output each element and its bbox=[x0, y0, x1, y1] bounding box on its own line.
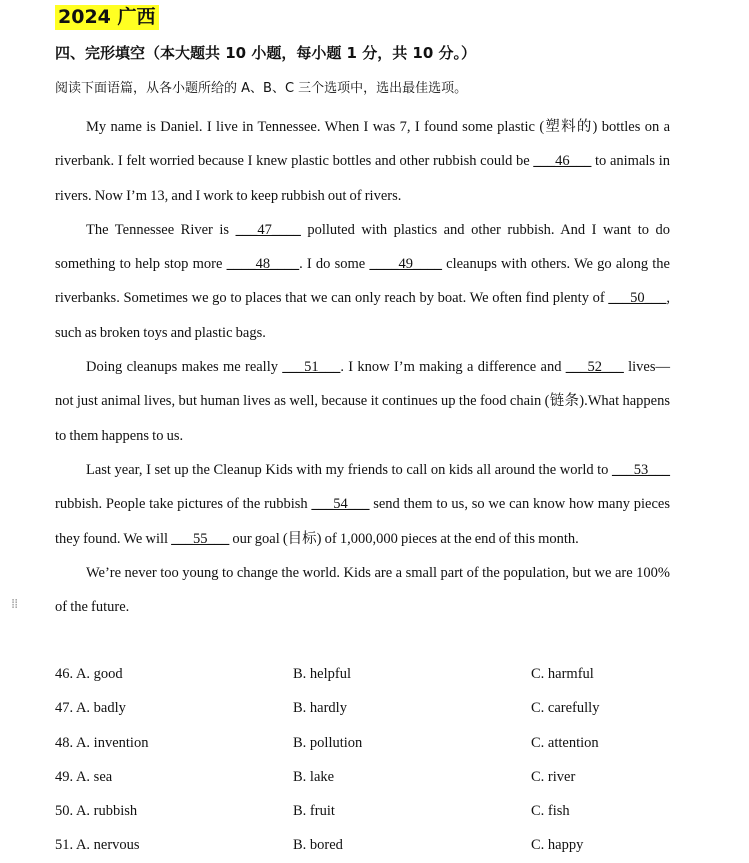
passage-text: send them to us, so we can know how many pieces they found. We will bbox=[55, 496, 670, 547]
section-title: 四、完形填空（本大题共 10 小题，每小题 1 分，共 10 分。） bbox=[55, 44, 477, 62]
option-b: B. pollution bbox=[293, 734, 363, 751]
option-b: B. bored bbox=[293, 837, 343, 854]
option-a: 47. A. badly bbox=[55, 700, 126, 717]
passage-paragraph-1 bbox=[55, 110, 670, 213]
option-b: B. fruit bbox=[293, 803, 335, 820]
passage-text: polluted with plastics and other rubbish. And I want to do something to help stop more bbox=[55, 221, 670, 273]
option-row-51 bbox=[55, 828, 735, 862]
passage-text: rubbish. People take pictures of the rubbish bbox=[55, 496, 312, 513]
region-year-tag: 2024 广西 bbox=[55, 5, 159, 30]
option-c: C. fish bbox=[531, 803, 570, 820]
blank-47: ___47____ bbox=[235, 221, 301, 238]
option-row-50 bbox=[55, 794, 735, 828]
passage-paragraph-2 bbox=[55, 213, 670, 350]
option-row-48 bbox=[55, 726, 735, 760]
drag-handle-icon[interactable]: ⁞⁞ bbox=[11, 597, 18, 612]
option-b: B. hardly bbox=[293, 700, 347, 717]
blank-52: ___52___ bbox=[565, 359, 624, 376]
blank-55: ___55___ bbox=[171, 530, 230, 547]
passage-text: cleanups with others. We go along the riverbanks. Sometimes we go to places that we can only reach by boat. We often find plenty of bbox=[55, 256, 670, 307]
section-instruction: 阅读下面语篇，从各小题所给的 A、B、C 三个选项中，选出最佳选项。 bbox=[55, 81, 468, 96]
option-c: C. happy bbox=[531, 837, 584, 854]
blank-49: ____49____ bbox=[369, 256, 442, 273]
blank-46: ___46___ bbox=[533, 153, 592, 170]
option-a: 49. A. sea bbox=[55, 768, 113, 785]
answer-options bbox=[55, 657, 735, 863]
option-a: 51. A. nervous bbox=[55, 837, 140, 854]
option-a: 50. A. rubbish bbox=[55, 803, 138, 820]
passage-text: We’re never too young to change the world. Kids are a small part of the population, but we are 100% of the future. bbox=[55, 564, 670, 616]
option-c: C. carefully bbox=[531, 700, 600, 717]
blank-51: ___51___ bbox=[282, 359, 341, 376]
blank-48: ____48____ bbox=[226, 256, 300, 273]
passage-text: The Tennessee River is bbox=[86, 221, 236, 238]
option-a: 48. A. invention bbox=[55, 734, 149, 751]
passage-text: our goal (目标) of 1,000,000 pieces at the end of this month. bbox=[229, 530, 579, 547]
passage-text: . I know I’m making a difference and bbox=[340, 359, 566, 376]
option-row-46 bbox=[55, 657, 735, 691]
cloze-passage bbox=[55, 110, 670, 624]
option-a: 46. A. good bbox=[55, 666, 123, 682]
passage-paragraph-4 bbox=[55, 453, 670, 556]
option-b: B. helpful bbox=[293, 666, 351, 682]
blank-54: ___54___ bbox=[311, 496, 370, 513]
blank-53: ___53___ bbox=[612, 461, 670, 478]
option-c: C. river bbox=[531, 768, 576, 785]
option-b: B. lake bbox=[293, 768, 335, 785]
blank-50: ___50___ bbox=[608, 290, 667, 307]
passage-text: . I do some bbox=[299, 256, 370, 273]
passage-text: Last year, I set up the Cleanup Kids with my friends to call on kids all around the world to bbox=[86, 461, 612, 478]
option-c: C. attention bbox=[531, 734, 599, 751]
passage-text: to animals in rivers. Now I’m 13, and I work to keep rubbish out of rivers. bbox=[55, 153, 670, 204]
passage-text: My name is Daniel. I live in Tennessee. When I was 7, I found some plastic (塑料的) bottles on a riverbank. I felt worried because I knew plastic bottles and other rubbish could be bbox=[55, 119, 670, 170]
passage-paragraph-5 bbox=[55, 556, 670, 625]
option-c: C. harmful bbox=[531, 666, 594, 682]
option-row-47 bbox=[55, 691, 735, 725]
passage-text: Doing cleanups makes me really bbox=[86, 359, 283, 376]
passage-text: lives—not just animal lives, but human lives as well, because it continues up the food chain (链条).What happens to them happens to us. bbox=[55, 359, 670, 444]
passage-text: , such as broken toys and plastic bags. bbox=[55, 290, 670, 341]
option-row-49 bbox=[55, 760, 735, 794]
passage-paragraph-3 bbox=[55, 350, 670, 453]
